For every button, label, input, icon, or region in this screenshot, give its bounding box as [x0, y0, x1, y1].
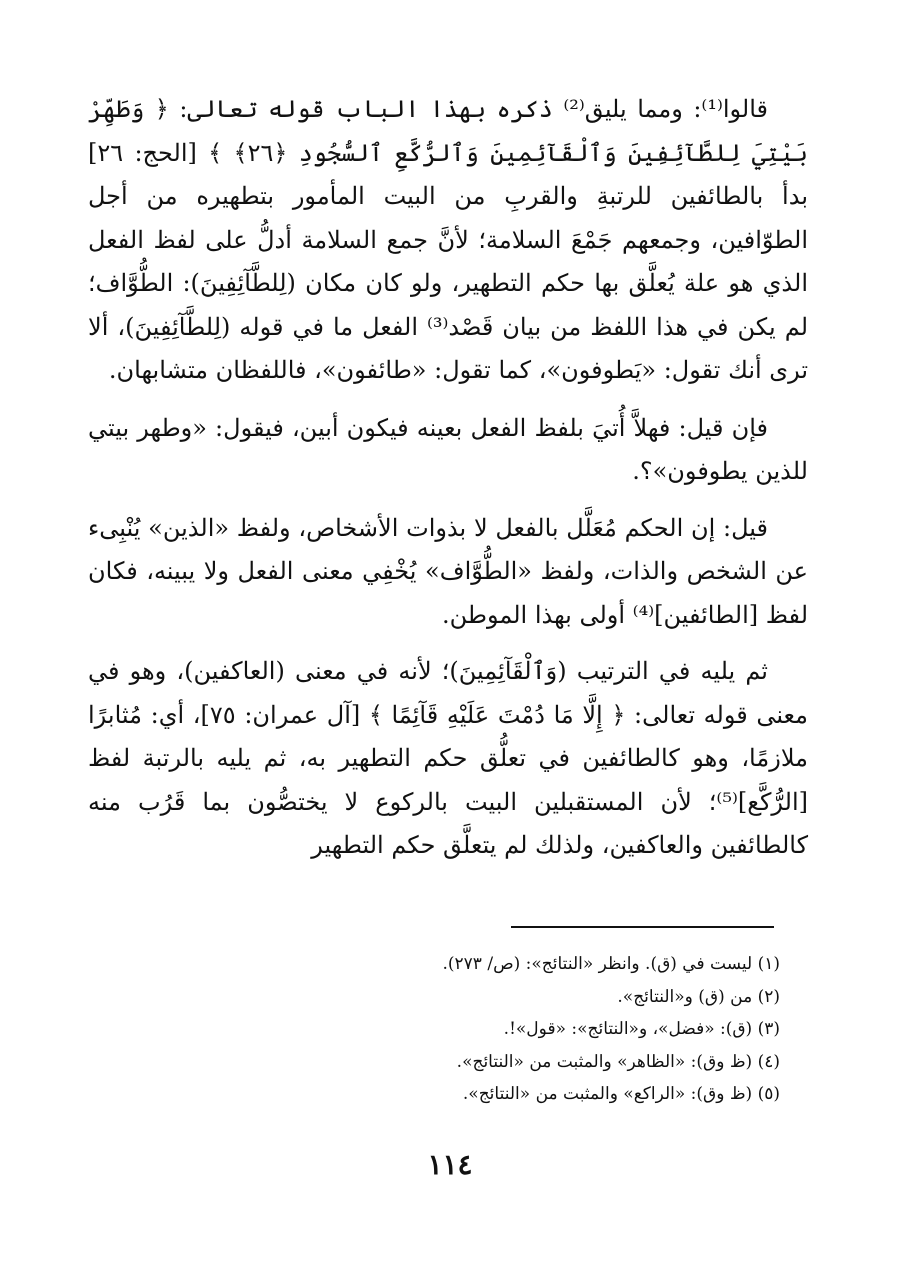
main-text — [88, 88, 808, 881]
footnote-divider — [511, 926, 774, 928]
footnote-3: (٣) (ق): «فضل»، و«النتائج»: «قول»!. — [503, 1019, 780, 1039]
footnote-1: (١) ليست في (ق). وانظر «النتائج»: (ص/ ٢٧٣). — [442, 954, 780, 974]
footnote-4: (٤) (ظ وق): «الظاهر» والمثبت من «النتائج». — [456, 1051, 780, 1072]
paragraph-4: ثم يليه في الترتيب (وَٱلْقَآئِمِينَ)؛ لأنه في معنى (العاكفين)، وهو في معنى قوله تعالى: ﴿ إِلَّا مَا دُمْتَ عَلَيْهِ قَآئِمًا ﴾ [آل عمران: ٧٥]، أي: مُثابرًا ملازمًا، وهو كالطائفين في تعلُّق حكم التطهير به، ثم يليه بالرتبة لفظ [الرُّكَّع]⁽⁵⁾؛ لأن المستقبلين البيت بالركوع لا يختصُّون بما قَرُب منه كالطائفين والعاكفين، ولذلك لم يتعلَّق حكم التطهير — [88, 657, 808, 859]
paragraph-3: قيل: إن الحكم مُعَلَّل بالفعل لا بذوات الأشخاص، ولفظ «الذين» يُنْبِىء عن الشخص والذات، ولفظ «الطُّوَّاف» يُخْفِي معنى الفعل ولا يبينه، فكان لفظ [الطائفين]⁽⁴⁾ أولى بهذا الموطن. — [88, 513, 808, 629]
page-number: ١١٤ — [427, 1148, 473, 1181]
footnote-2: (٢) من (ق) و«النتائج». — [617, 986, 780, 1007]
footnote-5: (٥) (ظ وق): «الراكع» والمثبت من «النتائج». — [462, 1084, 780, 1104]
paragraph-2: فإن قيل: فهلاَّ أُتيَ بلفظ الفعل بعينه فيكون أبين، فيقول: «وطهر بيتي للذين يطوفون»؟. — [88, 413, 808, 485]
paragraph-1: قالوا⁽¹⁾: ومما يليق⁽²⁾ ذكره بهذا الباب قوله تعالى: ﴿ وَطَهِّرْ بَيْتِيَ لِلطَّآئِفِينَ وَٱلْقَآئِمِينَ وَٱلرُّكَّعِ ٱلسُّجُودِ ﴿٢٦﴾ ﴾ [الحج: ٢٦] بدأ بالطائفين للرتبةِ والقربِ من البيت المأمور بتطهيره من أجل الطوّافين، وجمعهم جَمْعَ السلامة؛ لأنَّ جمع السلامة أدلُّ على لفظ الفعل الذي هو علة يُعلَّق بها حكم التطهير، ولو كان مكان (لِلطَّآئِفِينَ): الطُّوَّاف؛ لم يكن في هذا اللفظ من بيان قَصْد⁽³⁾ الفعل ما في قوله (لِلطَّآئِفِينَ)، ألا ترى أنك تقول: «يَطوفون»، كما تقول: «طائفون»، فاللفظان متشابهان. — [88, 95, 809, 384]
footnotes — [120, 948, 780, 1111]
